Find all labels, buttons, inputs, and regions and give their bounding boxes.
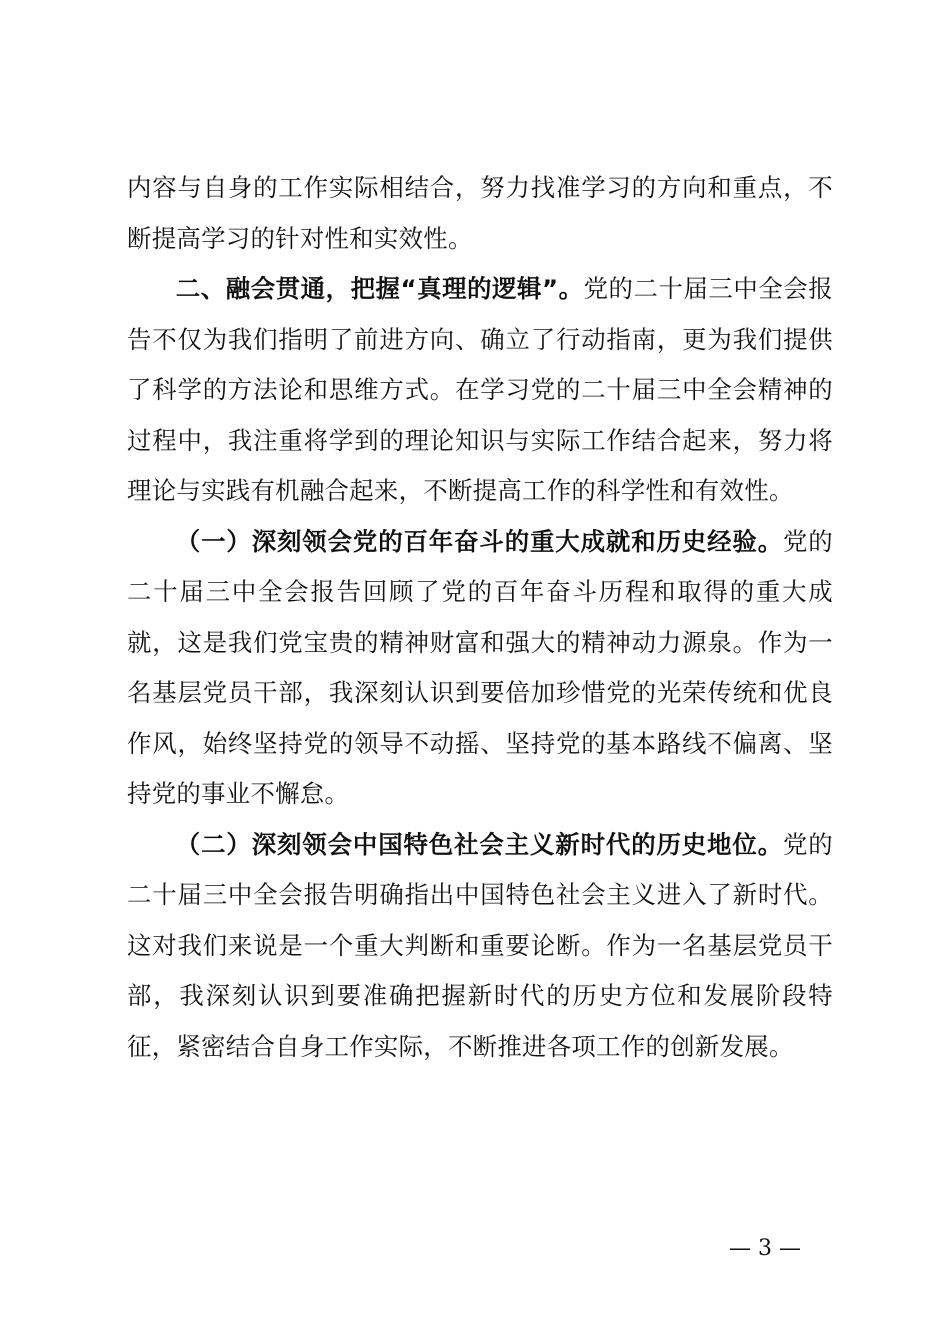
- section-two-paragraph: [127, 264, 833, 517]
- section-two-body: 党的二十届三中全会报告不仅为我们指明了前进方向、确立了行动指南，更为我们提供了科学的方法论和思维方式。在学习党的二十届三中全会精神的过程中，我注重将学到的理论知识与实际工作结合起来，努力将理论与实践有机融合起来，不断提高工作的科学性和有效性。: [127, 274, 833, 505]
- document-body: [127, 163, 833, 1072]
- continued-paragraph: 内容与自身的工作实际相结合，努力找准学习的方向和重点，不断提高学习的针对性和实效性。: [127, 173, 833, 253]
- page-number: — 3 —: [729, 1236, 801, 1261]
- subsection-two-paragraph: [127, 820, 833, 1073]
- subsection-two-body: 党的二十届三中全会报告明确指出中国特色社会主义进入了新时代。这对我们来说是一个重大判断和重要论断。作为一名基层党员干部，我深刻认识到要准确把握新时代的历史方位和发展阶段特征，紧密结合自身工作实际，不断推进各项工作的创新发展。: [127, 829, 833, 1061]
- subsection-one-heading: （一）深刻领会党的百年奋斗的重大成就和历史经验。: [175, 526, 783, 556]
- subsection-one-body: 党的二十届三中全会报告回顾了党的百年奋斗历程和取得的重大成就，这是我们党宝贵的精神财富和强大的精神动力源泉。作为一名基层党员干部，我深刻认识到要倍加珍惜党的光荣传统和优良作风，始终坚持党的领导不动摇、坚持党的基本路线不偏离、坚持党的事业不懈怠。: [127, 526, 833, 808]
- section-two-heading: 二、融会贯通，把握“真理的逻辑”。: [175, 274, 584, 303]
- subsection-two-heading: （二）深刻领会中国特色社会主义新时代的历史地位。: [175, 829, 783, 859]
- subsection-one-paragraph: [127, 517, 833, 820]
